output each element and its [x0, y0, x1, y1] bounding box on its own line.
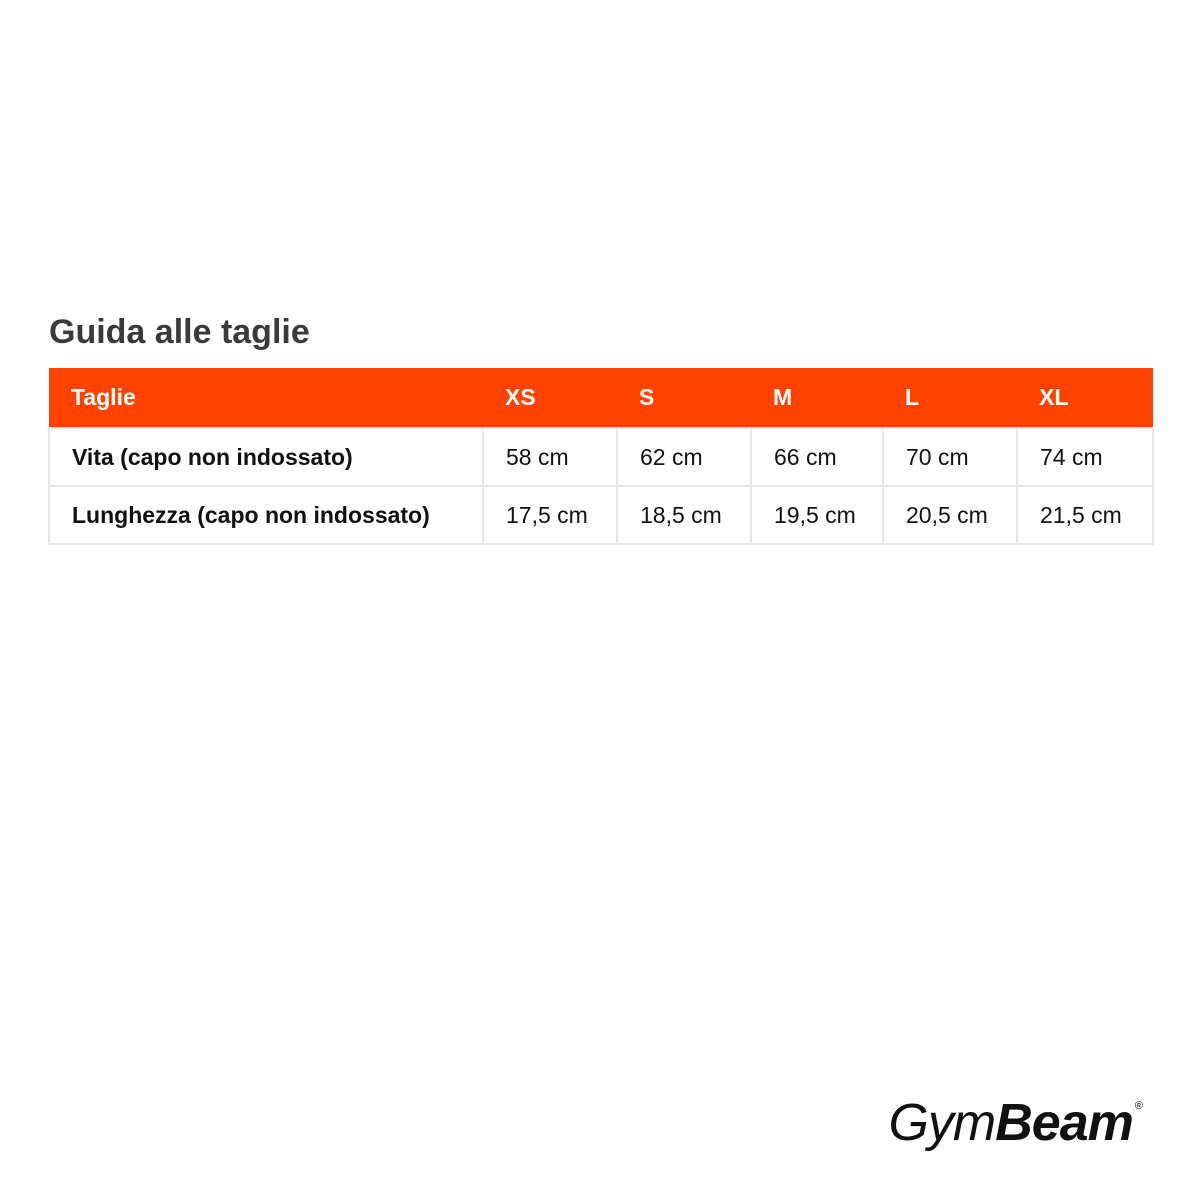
length-m: 19,5 cm — [751, 486, 883, 544]
gymbeam-logo — [888, 1094, 1142, 1154]
length-xs: 17,5 cm — [483, 486, 617, 544]
header-sizes-label: Taglie — [71, 384, 136, 410]
waist-m: 66 cm — [751, 428, 883, 486]
logo-text-beam: Beam — [995, 1094, 1133, 1152]
header-size-xs: XS — [505, 384, 536, 410]
header-size-xl: XL — [1039, 384, 1069, 410]
waist-xl: 74 cm — [1017, 428, 1153, 486]
waist-xs: 58 cm — [483, 428, 617, 486]
logo-text-gym: Gym — [888, 1094, 996, 1152]
length-xl: 21,5 cm — [1017, 486, 1153, 544]
waist-s: 62 cm — [617, 428, 751, 486]
size-chart-table — [48, 368, 1154, 545]
length-s: 18,5 cm — [617, 486, 751, 544]
registered-mark: ® — [1134, 1100, 1142, 1112]
table-row-length — [49, 486, 1153, 544]
waist-l: 70 cm — [883, 428, 1017, 486]
length-l: 20,5 cm — [883, 486, 1017, 544]
table-header-row — [49, 368, 1153, 428]
page-title: Guida alle taglie — [49, 313, 310, 351]
row-label-waist: Vita (capo non indossato) — [49, 428, 483, 486]
row-label-length: Lunghezza (capo non indossato) — [49, 486, 483, 544]
header-size-l: L — [905, 384, 920, 410]
header-size-s: S — [639, 384, 655, 410]
header-size-m: M — [773, 384, 793, 410]
table-row-waist — [49, 428, 1153, 486]
